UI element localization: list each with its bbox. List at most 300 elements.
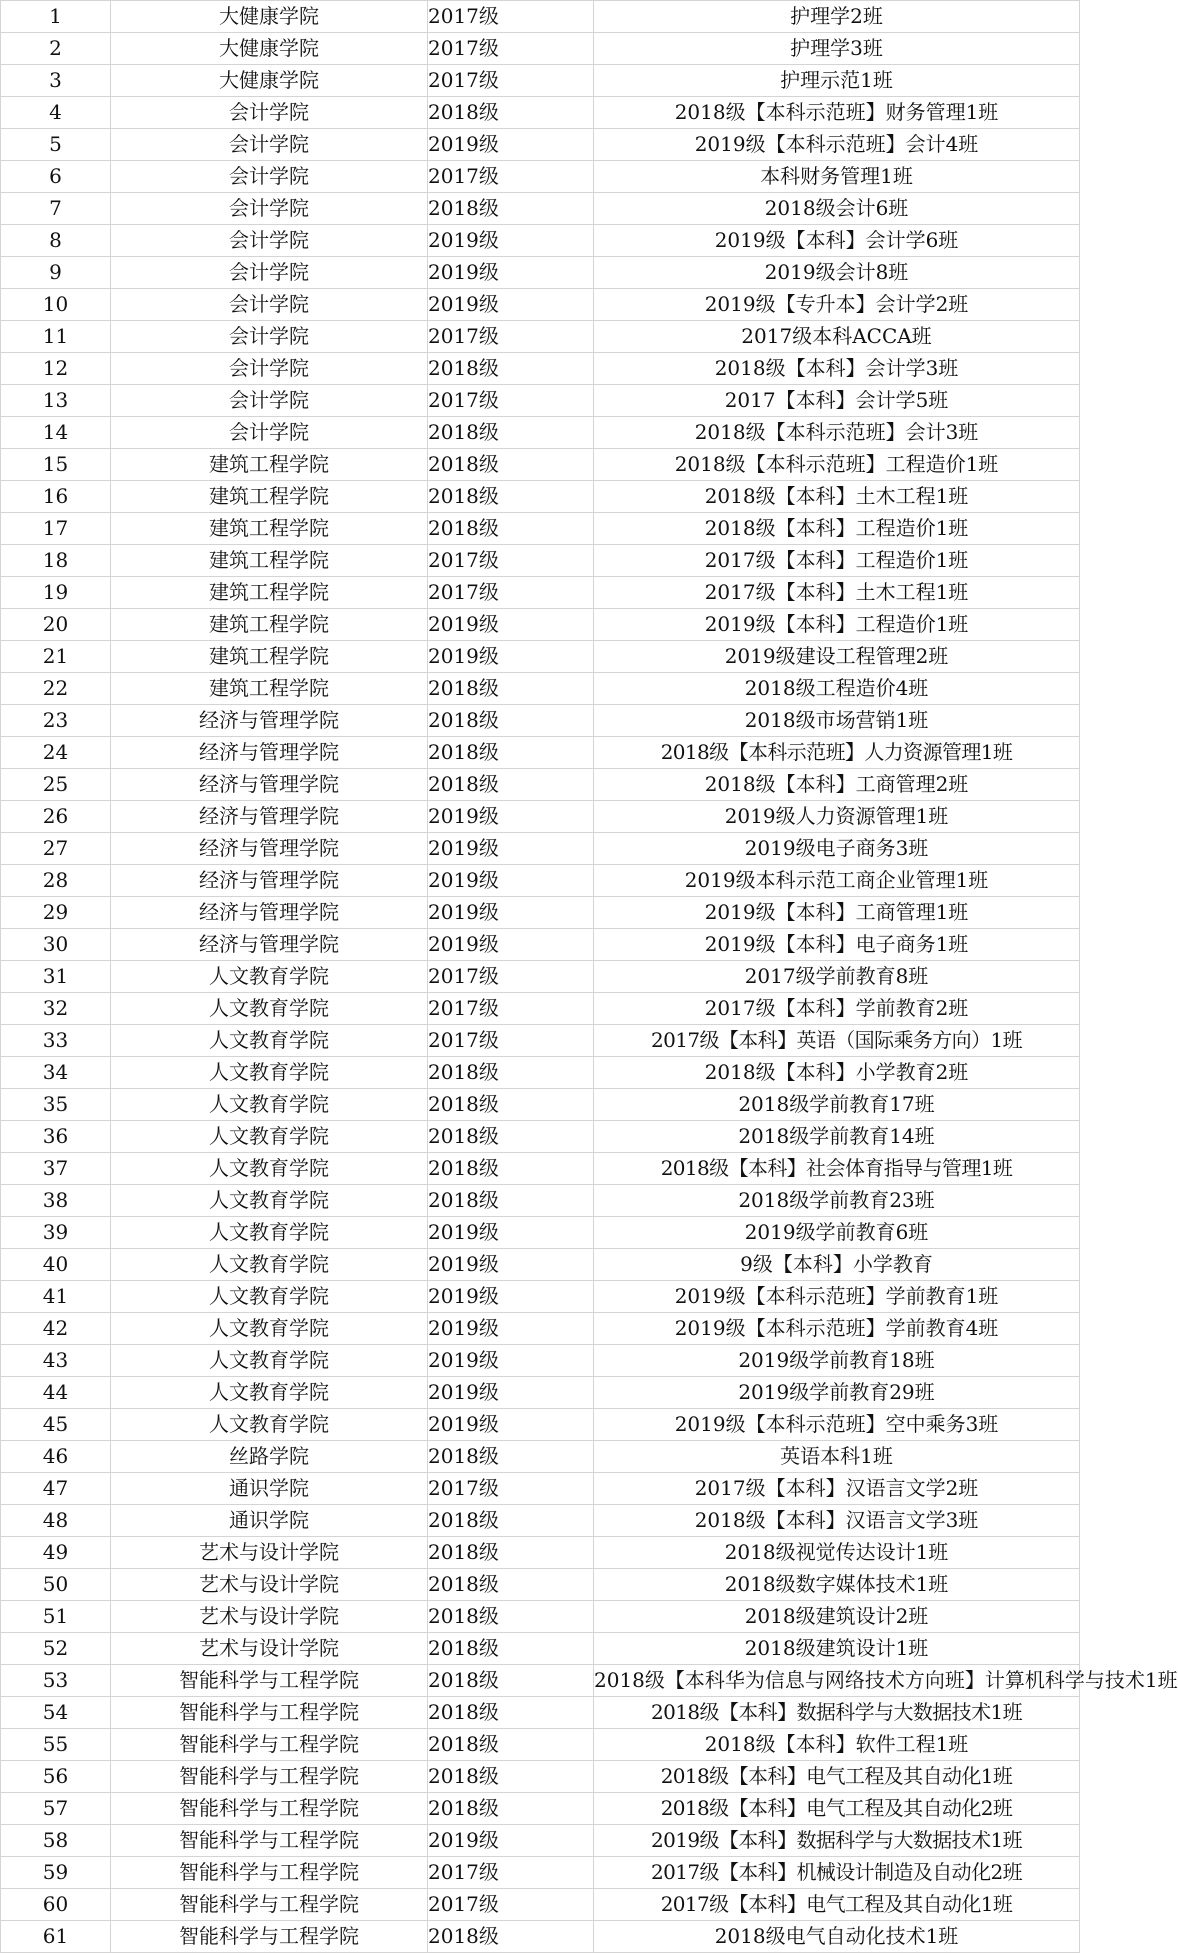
grade-cell[interactable]: 2017级	[428, 1473, 594, 1505]
table-row	[1, 705, 1080, 737]
table-row	[1, 1569, 1080, 1601]
table-row	[1, 129, 1080, 161]
class-name-cell[interactable]: 2017【本科】会计学5班	[594, 385, 1080, 417]
class-name-cell[interactable]: 2019级会计8班	[594, 257, 1080, 289]
class-name-cell[interactable]: 2018级建筑设计1班	[594, 1633, 1080, 1665]
grade-cell[interactable]: 2018级	[428, 1505, 594, 1537]
row-index-cell[interactable]: 9	[1, 257, 111, 289]
class-name-cell[interactable]: 2019级【本科示范班】会计4班	[594, 129, 1080, 161]
class-name-cell[interactable]: 2017级【本科】电气工程及其自动化1班	[594, 1889, 1080, 1921]
class-name-cell[interactable]: 2018级【本科】数据科学与大数据技术1班	[594, 1697, 1080, 1729]
college-cell[interactable]: 通识学院	[111, 1505, 428, 1537]
college-cell[interactable]: 智能科学与工程学院	[111, 1921, 428, 1953]
college-cell[interactable]: 会计学院	[111, 129, 428, 161]
row-index-cell[interactable]: 48	[1, 1505, 111, 1537]
grade-cell[interactable]: 2018级	[428, 1793, 594, 1825]
grade-cell[interactable]: 2017级	[428, 1857, 594, 1889]
table-row	[1, 545, 1080, 577]
grade-cell[interactable]: 2019级	[428, 1345, 594, 1377]
grade-cell[interactable]: 2019级	[428, 1217, 594, 1249]
class-name-cell[interactable]: 2019级建设工程管理2班	[594, 641, 1080, 673]
grade-cell[interactable]: 2018级	[428, 1761, 594, 1793]
class-name-cell[interactable]: 护理学3班	[594, 33, 1080, 65]
class-name-cell[interactable]: 2019级学前教育6班	[594, 1217, 1080, 1249]
grade-cell[interactable]: 2018级	[428, 481, 594, 513]
table-row	[1, 1473, 1080, 1505]
row-index-cell[interactable]: 47	[1, 1473, 111, 1505]
college-cell[interactable]: 建筑工程学院	[111, 609, 428, 641]
college-cell[interactable]: 经济与管理学院	[111, 833, 428, 865]
row-index-cell[interactable]: 17	[1, 513, 111, 545]
class-name-cell[interactable]: 2018级【本科】社会体育指导与管理1班	[594, 1153, 1080, 1185]
row-index-cell[interactable]: 56	[1, 1761, 111, 1793]
table-row	[1, 1249, 1080, 1281]
row-index-cell[interactable]: 59	[1, 1857, 111, 1889]
grade-cell[interactable]: 2017级	[428, 161, 594, 193]
grade-cell[interactable]: 2018级	[428, 1057, 594, 1089]
row-index-cell[interactable]: 3	[1, 65, 111, 97]
table-row	[1, 1025, 1080, 1057]
grade-cell[interactable]: 2018级	[428, 1921, 594, 1953]
row-index-cell[interactable]: 2	[1, 33, 111, 65]
college-cell[interactable]: 会计学院	[111, 321, 428, 353]
college-cell[interactable]: 会计学院	[111, 161, 428, 193]
college-cell[interactable]: 会计学院	[111, 257, 428, 289]
grade-cell[interactable]: 2017级	[428, 65, 594, 97]
row-index-cell[interactable]: 61	[1, 1921, 111, 1953]
college-cell[interactable]: 人文教育学院	[111, 1345, 428, 1377]
row-index-cell[interactable]: 52	[1, 1633, 111, 1665]
class-name-cell[interactable]: 2018级市场营销1班	[594, 705, 1080, 737]
table-row	[1, 1185, 1080, 1217]
table-row	[1, 225, 1080, 257]
class-name-cell[interactable]: 2017级【本科】工程造价1班	[594, 545, 1080, 577]
college-cell[interactable]: 建筑工程学院	[111, 513, 428, 545]
college-cell[interactable]: 建筑工程学院	[111, 577, 428, 609]
class-name-cell[interactable]: 2018级【本科】工商管理2班	[594, 769, 1080, 801]
class-name-cell[interactable]: 2018级【本科示范班】工程造价1班	[594, 449, 1080, 481]
table-row	[1, 513, 1080, 545]
row-index-cell[interactable]: 33	[1, 1025, 111, 1057]
college-cell[interactable]: 会计学院	[111, 385, 428, 417]
class-name-cell[interactable]: 英语本科1班	[594, 1441, 1080, 1473]
table-row	[1, 769, 1080, 801]
class-name-cell[interactable]: 2018级视觉传达设计1班	[594, 1537, 1080, 1569]
college-cell[interactable]: 人文教育学院	[111, 1281, 428, 1313]
class-name-cell[interactable]: 2017级【本科】学前教育2班	[594, 993, 1080, 1025]
row-index-cell[interactable]: 15	[1, 449, 111, 481]
row-index-cell[interactable]: 22	[1, 673, 111, 705]
grade-cell[interactable]: 2018级	[428, 1089, 594, 1121]
row-index-cell[interactable]: 31	[1, 961, 111, 993]
row-index-cell[interactable]: 60	[1, 1889, 111, 1921]
grade-cell[interactable]: 2018级	[428, 1185, 594, 1217]
table-row	[1, 65, 1080, 97]
grade-cell[interactable]: 2019级	[428, 897, 594, 929]
grade-cell[interactable]: 2018级	[428, 513, 594, 545]
class-name-cell[interactable]: 2018级数字媒体技术1班	[594, 1569, 1080, 1601]
college-cell[interactable]: 建筑工程学院	[111, 449, 428, 481]
table-row	[1, 673, 1080, 705]
table-row	[1, 33, 1080, 65]
row-index-cell[interactable]: 39	[1, 1217, 111, 1249]
grade-cell[interactable]: 2018级	[428, 1569, 594, 1601]
class-name-cell[interactable]: 2018级【本科】电气工程及其自动化1班	[594, 1761, 1080, 1793]
grade-cell[interactable]: 2019级	[428, 1825, 594, 1857]
class-name-cell[interactable]: 2018级工程造价4班	[594, 673, 1080, 705]
grade-cell[interactable]: 2018级	[428, 1697, 594, 1729]
class-name-cell[interactable]: 2019级电子商务3班	[594, 833, 1080, 865]
table-row	[1, 193, 1080, 225]
college-cell[interactable]: 智能科学与工程学院	[111, 1825, 428, 1857]
college-cell[interactable]: 会计学院	[111, 193, 428, 225]
row-index-cell[interactable]: 35	[1, 1089, 111, 1121]
table-row	[1, 161, 1080, 193]
grade-cell[interactable]: 2019级	[428, 1313, 594, 1345]
class-name-cell[interactable]: 2017级【本科】机械设计制造及自动化2班	[594, 1857, 1080, 1889]
grade-cell[interactable]: 2017级	[428, 1, 594, 33]
table-row	[1, 1761, 1080, 1793]
table-row	[1, 1313, 1080, 1345]
grade-cell[interactable]: 2018级	[428, 705, 594, 737]
row-index-cell[interactable]: 55	[1, 1729, 111, 1761]
college-cell[interactable]: 丝路学院	[111, 1441, 428, 1473]
grade-cell[interactable]: 2017级	[428, 33, 594, 65]
grade-cell[interactable]: 2017级	[428, 545, 594, 577]
row-index-cell[interactable]: 37	[1, 1153, 111, 1185]
class-name-cell[interactable]: 2018级【本科示范班】财务管理1班	[594, 97, 1080, 129]
table-row	[1, 417, 1080, 449]
row-index-cell[interactable]: 24	[1, 737, 111, 769]
row-index-cell[interactable]: 29	[1, 897, 111, 929]
class-name-cell[interactable]: 2018级【本科示范班】人力资源管理1班	[594, 737, 1080, 769]
row-index-cell[interactable]: 5	[1, 129, 111, 161]
table-row	[1, 961, 1080, 993]
table-body	[1, 1, 1178, 1953]
grade-cell[interactable]: 2019级	[428, 225, 594, 257]
class-name-cell[interactable]: 2018级【本科】电气工程及其自动化2班	[594, 1793, 1080, 1825]
college-cell[interactable]: 人文教育学院	[111, 1121, 428, 1153]
grade-cell[interactable]: 2019级	[428, 129, 594, 161]
class-name-cell[interactable]: 2018级【本科】软件工程1班	[594, 1729, 1080, 1761]
row-index-cell[interactable]: 26	[1, 801, 111, 833]
table-row	[1, 449, 1080, 481]
table-row	[1, 641, 1080, 673]
row-index-cell[interactable]: 27	[1, 833, 111, 865]
table-row	[1, 1057, 1080, 1089]
college-cell[interactable]: 建筑工程学院	[111, 481, 428, 513]
grade-cell[interactable]: 2018级	[428, 673, 594, 705]
college-cell[interactable]: 人文教育学院	[111, 1057, 428, 1089]
class-name-cell[interactable]: 2018级电气自动化技术1班	[594, 1921, 1080, 1953]
row-index-cell[interactable]: 21	[1, 641, 111, 673]
college-cell[interactable]: 智能科学与工程学院	[111, 1857, 428, 1889]
college-cell[interactable]: 大健康学院	[111, 65, 428, 97]
college-cell[interactable]: 经济与管理学院	[111, 705, 428, 737]
row-index-cell[interactable]: 14	[1, 417, 111, 449]
table-row	[1, 1537, 1080, 1569]
row-index-cell[interactable]: 43	[1, 1345, 111, 1377]
table-row	[1, 97, 1080, 129]
row-index-cell[interactable]: 42	[1, 1313, 111, 1345]
row-index-cell[interactable]: 6	[1, 161, 111, 193]
college-cell[interactable]: 经济与管理学院	[111, 769, 428, 801]
college-cell[interactable]: 大健康学院	[111, 1, 428, 33]
class-name-cell[interactable]: 2018级会计6班	[594, 193, 1080, 225]
table-row	[1, 801, 1080, 833]
table-row	[1, 929, 1080, 961]
college-cell[interactable]: 人文教育学院	[111, 1089, 428, 1121]
row-index-cell[interactable]: 53	[1, 1665, 111, 1697]
college-cell[interactable]: 艺术与设计学院	[111, 1633, 428, 1665]
table-row	[1, 1409, 1080, 1441]
grade-cell[interactable]: 2019级	[428, 1377, 594, 1409]
row-index-cell[interactable]: 16	[1, 481, 111, 513]
row-index-cell[interactable]: 20	[1, 609, 111, 641]
grade-cell[interactable]: 2017级	[428, 321, 594, 353]
college-cell[interactable]: 人文教育学院	[111, 1153, 428, 1185]
row-index-cell[interactable]: 10	[1, 289, 111, 321]
table-row	[1, 1441, 1080, 1473]
grade-cell[interactable]: 2019级	[428, 865, 594, 897]
grade-cell[interactable]: 2019级	[428, 801, 594, 833]
class-name-cell[interactable]: 2018级学前教育23班	[594, 1185, 1080, 1217]
row-index-cell[interactable]: 8	[1, 225, 111, 257]
row-index-cell[interactable]: 44	[1, 1377, 111, 1409]
grade-cell[interactable]: 2018级	[428, 193, 594, 225]
class-name-cell[interactable]: 2018级【本科】土木工程1班	[594, 481, 1080, 513]
grade-cell[interactable]: 2017级	[428, 385, 594, 417]
class-name-cell[interactable]: 护理学2班	[594, 1, 1080, 33]
row-index-cell[interactable]: 23	[1, 705, 111, 737]
table-row	[1, 481, 1080, 513]
table-row	[1, 385, 1080, 417]
grade-cell[interactable]: 2019级	[428, 609, 594, 641]
college-cell[interactable]: 经济与管理学院	[111, 801, 428, 833]
college-cell[interactable]: 经济与管理学院	[111, 929, 428, 961]
class-name-cell[interactable]: 2019级【专升本】会计学2班	[594, 289, 1080, 321]
class-name-cell[interactable]: 2018级【本科】会计学3班	[594, 353, 1080, 385]
class-name-cell[interactable]: 2018级【本科】工程造价1班	[594, 513, 1080, 545]
table-row	[1, 833, 1080, 865]
table-row	[1, 1089, 1080, 1121]
college-cell[interactable]: 会计学院	[111, 289, 428, 321]
table-row	[1, 737, 1080, 769]
grade-cell[interactable]: 2017级	[428, 1889, 594, 1921]
grade-cell[interactable]: 2018级	[428, 1729, 594, 1761]
table-row	[1, 1217, 1080, 1249]
college-cell[interactable]: 人文教育学院	[111, 1217, 428, 1249]
class-name-cell[interactable]: 2019级【本科】数据科学与大数据技术1班	[594, 1825, 1080, 1857]
row-index-cell[interactable]: 4	[1, 97, 111, 129]
class-name-cell[interactable]: 2017级本科ACCA班	[594, 321, 1080, 353]
class-name-cell[interactable]: 2017级【本科】汉语言文学2班	[594, 1473, 1080, 1505]
row-index-cell[interactable]: 40	[1, 1249, 111, 1281]
grade-cell[interactable]: 2018级	[428, 417, 594, 449]
grade-cell[interactable]: 2018级	[428, 97, 594, 129]
college-cell[interactable]: 智能科学与工程学院	[111, 1665, 428, 1697]
table-row	[1, 1121, 1080, 1153]
table-row	[1, 1889, 1080, 1921]
table-row	[1, 1697, 1080, 1729]
grade-cell[interactable]: 2018级	[428, 1633, 594, 1665]
college-cell[interactable]: 智能科学与工程学院	[111, 1889, 428, 1921]
class-name-cell[interactable]: 2019级【本科示范班】学前教育1班	[594, 1281, 1080, 1313]
college-cell[interactable]: 智能科学与工程学院	[111, 1761, 428, 1793]
class-name-cell[interactable]: 本科财务管理1班	[594, 161, 1080, 193]
row-index-cell[interactable]: 11	[1, 321, 111, 353]
grade-cell[interactable]: 2018级	[428, 1153, 594, 1185]
college-cell[interactable]: 智能科学与工程学院	[111, 1729, 428, 1761]
table-row	[1, 1281, 1080, 1313]
row-index-cell[interactable]: 25	[1, 769, 111, 801]
class-name-cell[interactable]: 2018级【本科华为信息与网络技术方向班】计算机科学与技术1班	[594, 1665, 1080, 1697]
college-cell[interactable]: 建筑工程学院	[111, 545, 428, 577]
college-cell[interactable]: 人文教育学院	[111, 1025, 428, 1057]
table-row	[1, 321, 1080, 353]
class-name-cell[interactable]: 2018级【本科】小学教育2班	[594, 1057, 1080, 1089]
row-index-cell[interactable]: 45	[1, 1409, 111, 1441]
college-cell[interactable]: 建筑工程学院	[111, 673, 428, 705]
row-index-cell[interactable]: 58	[1, 1825, 111, 1857]
row-index-cell[interactable]: 41	[1, 1281, 111, 1313]
class-name-cell[interactable]: 2017级学前教育8班	[594, 961, 1080, 993]
class-name-cell[interactable]: 2019级人力资源管理1班	[594, 801, 1080, 833]
table-row	[1, 1633, 1080, 1665]
class-name-cell[interactable]: 2019级【本科】会计学6班	[594, 225, 1080, 257]
class-name-cell[interactable]: 2019级学前教育29班	[594, 1377, 1080, 1409]
grade-cell[interactable]: 2018级	[428, 1441, 594, 1473]
college-cell[interactable]: 艺术与设计学院	[111, 1537, 428, 1569]
grade-cell[interactable]: 2019级	[428, 1249, 594, 1281]
row-index-cell[interactable]: 57	[1, 1793, 111, 1825]
class-name-cell[interactable]: 2018级【本科示范班】会计3班	[594, 417, 1080, 449]
table-row	[1, 993, 1080, 1025]
row-index-cell[interactable]: 46	[1, 1441, 111, 1473]
college-cell[interactable]: 会计学院	[111, 417, 428, 449]
row-index-cell[interactable]: 38	[1, 1185, 111, 1217]
class-name-cell[interactable]: 2018级【本科】汉语言文学3班	[594, 1505, 1080, 1537]
row-index-cell[interactable]: 50	[1, 1569, 111, 1601]
college-cell[interactable]: 通识学院	[111, 1473, 428, 1505]
college-cell[interactable]: 艺术与设计学院	[111, 1601, 428, 1633]
college-cell[interactable]: 人文教育学院	[111, 1313, 428, 1345]
college-cell[interactable]: 智能科学与工程学院	[111, 1793, 428, 1825]
table-row	[1, 897, 1080, 929]
college-cell[interactable]: 艺术与设计学院	[111, 1569, 428, 1601]
grade-cell[interactable]: 2018级	[428, 1601, 594, 1633]
grade-cell[interactable]: 2017级	[428, 961, 594, 993]
college-cell[interactable]: 会计学院	[111, 353, 428, 385]
grade-cell[interactable]: 2019级	[428, 929, 594, 961]
college-cell[interactable]: 人文教育学院	[111, 993, 428, 1025]
grade-cell[interactable]: 2018级	[428, 353, 594, 385]
college-cell[interactable]: 人文教育学院	[111, 1377, 428, 1409]
table-row	[1, 289, 1080, 321]
row-index-cell[interactable]: 28	[1, 865, 111, 897]
grade-cell[interactable]: 2018级	[428, 449, 594, 481]
college-cell[interactable]: 人文教育学院	[111, 961, 428, 993]
table-row	[1, 1, 1080, 33]
grade-cell[interactable]: 2019级	[428, 257, 594, 289]
row-index-cell[interactable]: 18	[1, 545, 111, 577]
college-cell[interactable]: 经济与管理学院	[111, 897, 428, 929]
college-cell[interactable]: 会计学院	[111, 225, 428, 257]
table-row	[1, 353, 1080, 385]
table-row	[1, 1921, 1080, 1953]
college-cell[interactable]: 大健康学院	[111, 33, 428, 65]
grade-cell[interactable]: 2019级	[428, 289, 594, 321]
table-row	[1, 1377, 1080, 1409]
table-row	[1, 1857, 1080, 1889]
class-name-cell[interactable]: 2018级学前教育14班	[594, 1121, 1080, 1153]
class-name-cell[interactable]: 护理示范1班	[594, 65, 1080, 97]
college-cell[interactable]: 经济与管理学院	[111, 737, 428, 769]
class-name-cell[interactable]: 2019级【本科示范班】空中乘务3班	[594, 1409, 1080, 1441]
class-name-cell[interactable]: 2019级学前教育18班	[594, 1345, 1080, 1377]
grade-cell[interactable]: 2019级	[428, 1409, 594, 1441]
class-name-cell[interactable]: 2018级学前教育17班	[594, 1089, 1080, 1121]
grade-cell[interactable]: 2019级	[428, 641, 594, 673]
row-index-cell[interactable]: 30	[1, 929, 111, 961]
row-index-cell[interactable]: 49	[1, 1537, 111, 1569]
table-row	[1, 1793, 1080, 1825]
grade-cell[interactable]: 2018级	[428, 1121, 594, 1153]
class-name-cell[interactable]: 2019级本科示范工商企业管理1班	[594, 865, 1080, 897]
class-name-cell[interactable]: 2019级【本科】工商管理1班	[594, 897, 1080, 929]
grade-cell[interactable]: 2018级	[428, 769, 594, 801]
college-cell[interactable]: 人文教育学院	[111, 1249, 428, 1281]
class-name-cell[interactable]: 2019级【本科】工程造价1班	[594, 609, 1080, 641]
class-name-cell[interactable]: 9级【本科】小学教育	[594, 1249, 1080, 1281]
grade-cell[interactable]: 2018级	[428, 1537, 594, 1569]
class-name-cell[interactable]: 2018级建筑设计2班	[594, 1601, 1080, 1633]
row-index-cell[interactable]: 54	[1, 1697, 111, 1729]
grade-cell[interactable]: 2018级	[428, 1665, 594, 1697]
grade-cell[interactable]: 2017级	[428, 993, 594, 1025]
row-index-cell[interactable]: 13	[1, 385, 111, 417]
class-name-cell[interactable]: 2019级【本科】电子商务1班	[594, 929, 1080, 961]
row-index-cell[interactable]: 51	[1, 1601, 111, 1633]
class-name-cell[interactable]: 2017级【本科】土木工程1班	[594, 577, 1080, 609]
class-name-cell[interactable]: 2017级【本科】英语（国际乘务方向）1班	[594, 1025, 1080, 1057]
college-cell[interactable]: 智能科学与工程学院	[111, 1697, 428, 1729]
table-row	[1, 1729, 1080, 1761]
college-cell[interactable]: 会计学院	[111, 97, 428, 129]
grade-cell[interactable]: 2017级	[428, 1025, 594, 1057]
row-index-cell[interactable]: 7	[1, 193, 111, 225]
grade-cell[interactable]: 2018级	[428, 737, 594, 769]
table-row	[1, 1345, 1080, 1377]
class-name-cell[interactable]: 2019级【本科示范班】学前教育4班	[594, 1313, 1080, 1345]
row-index-cell[interactable]: 1	[1, 1, 111, 33]
row-index-cell[interactable]: 32	[1, 993, 111, 1025]
college-cell[interactable]: 建筑工程学院	[111, 641, 428, 673]
college-cell[interactable]: 人文教育学院	[111, 1409, 428, 1441]
row-index-cell[interactable]: 12	[1, 353, 111, 385]
row-index-cell[interactable]: 36	[1, 1121, 111, 1153]
row-index-cell[interactable]: 34	[1, 1057, 111, 1089]
table-row	[1, 609, 1080, 641]
table-row	[1, 1601, 1080, 1633]
college-cell[interactable]: 人文教育学院	[111, 1185, 428, 1217]
grade-cell[interactable]: 2017级	[428, 577, 594, 609]
grade-cell[interactable]: 2019级	[428, 1281, 594, 1313]
college-cell[interactable]: 经济与管理学院	[111, 865, 428, 897]
grade-cell[interactable]: 2019级	[428, 833, 594, 865]
table-row	[1, 865, 1080, 897]
row-index-cell[interactable]: 19	[1, 577, 111, 609]
